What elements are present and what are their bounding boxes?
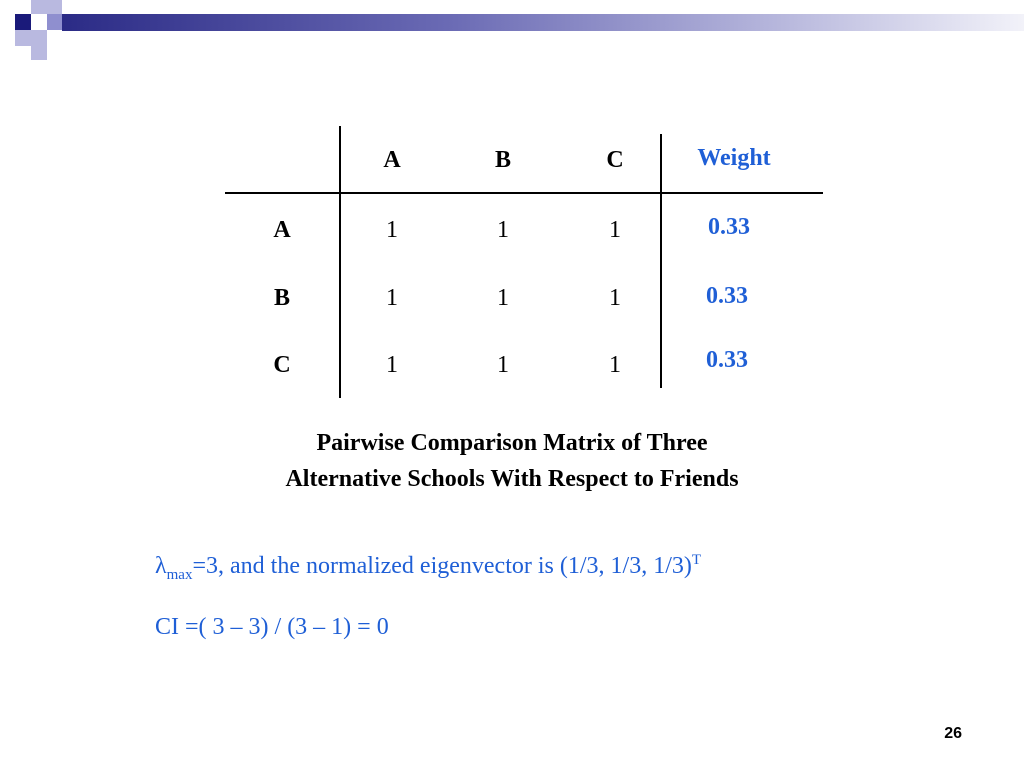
weight-header: Weight — [697, 145, 771, 171]
matrix-cell-a-b: 1 — [497, 217, 509, 243]
table-header-rule — [225, 192, 823, 194]
matrix-cell-b-a: 1 — [386, 285, 398, 311]
matrix-cell-c-c: 1 — [609, 352, 621, 378]
weight-b: 0.33 — [706, 283, 748, 309]
column-header-b: B — [494, 147, 511, 173]
row-label-a: A — [273, 217, 291, 243]
lambda-symbol: λ — [155, 553, 167, 579]
matrix-cell-b-b: 1 — [497, 285, 509, 311]
weight-a: 0.33 — [708, 214, 750, 240]
table-caption-line-1: Pairwise Comparison Matrix of Three — [316, 430, 708, 456]
deco-square-light — [31, 30, 47, 46]
row-label-b: B — [273, 285, 290, 311]
matrix-cell-a-c: 1 — [609, 217, 621, 243]
column-header-a: A — [383, 147, 401, 173]
header-gradient-bar — [62, 14, 1024, 31]
transpose-superscript: T — [691, 552, 702, 568]
matrix-cell-c-a: 1 — [386, 352, 398, 378]
deco-square-mid — [47, 14, 62, 30]
matrix-cell-c-b: 1 — [497, 352, 509, 378]
deco-square-light — [15, 30, 31, 46]
matrix-cell-a-a: 1 — [386, 217, 398, 243]
consistency-index-formula: CI =( 3 – 3) / (3 – 1) = 0 — [155, 614, 389, 640]
eigenvalue-text: =3, and the normalized eigenvector is (1/3, 1/3, 1/3) — [192, 553, 692, 579]
lambda-subscript: max — [166, 567, 193, 583]
deco-square-light — [31, 0, 47, 14]
deco-square-navy — [15, 14, 31, 30]
weight-c: 0.33 — [706, 347, 748, 373]
table-caption-line-2: Alternative Schools With Respect to Friends — [285, 466, 739, 492]
deco-square-light — [31, 46, 47, 60]
table-weight-divider — [660, 134, 662, 388]
column-header-c: C — [606, 147, 624, 173]
table-left-divider — [339, 126, 341, 398]
eigenvalue-formula — [155, 545, 701, 590]
row-label-c: C — [273, 352, 291, 378]
page-number: 26 — [944, 725, 962, 742]
matrix-cell-b-c: 1 — [609, 285, 621, 311]
deco-square-light — [47, 0, 62, 14]
